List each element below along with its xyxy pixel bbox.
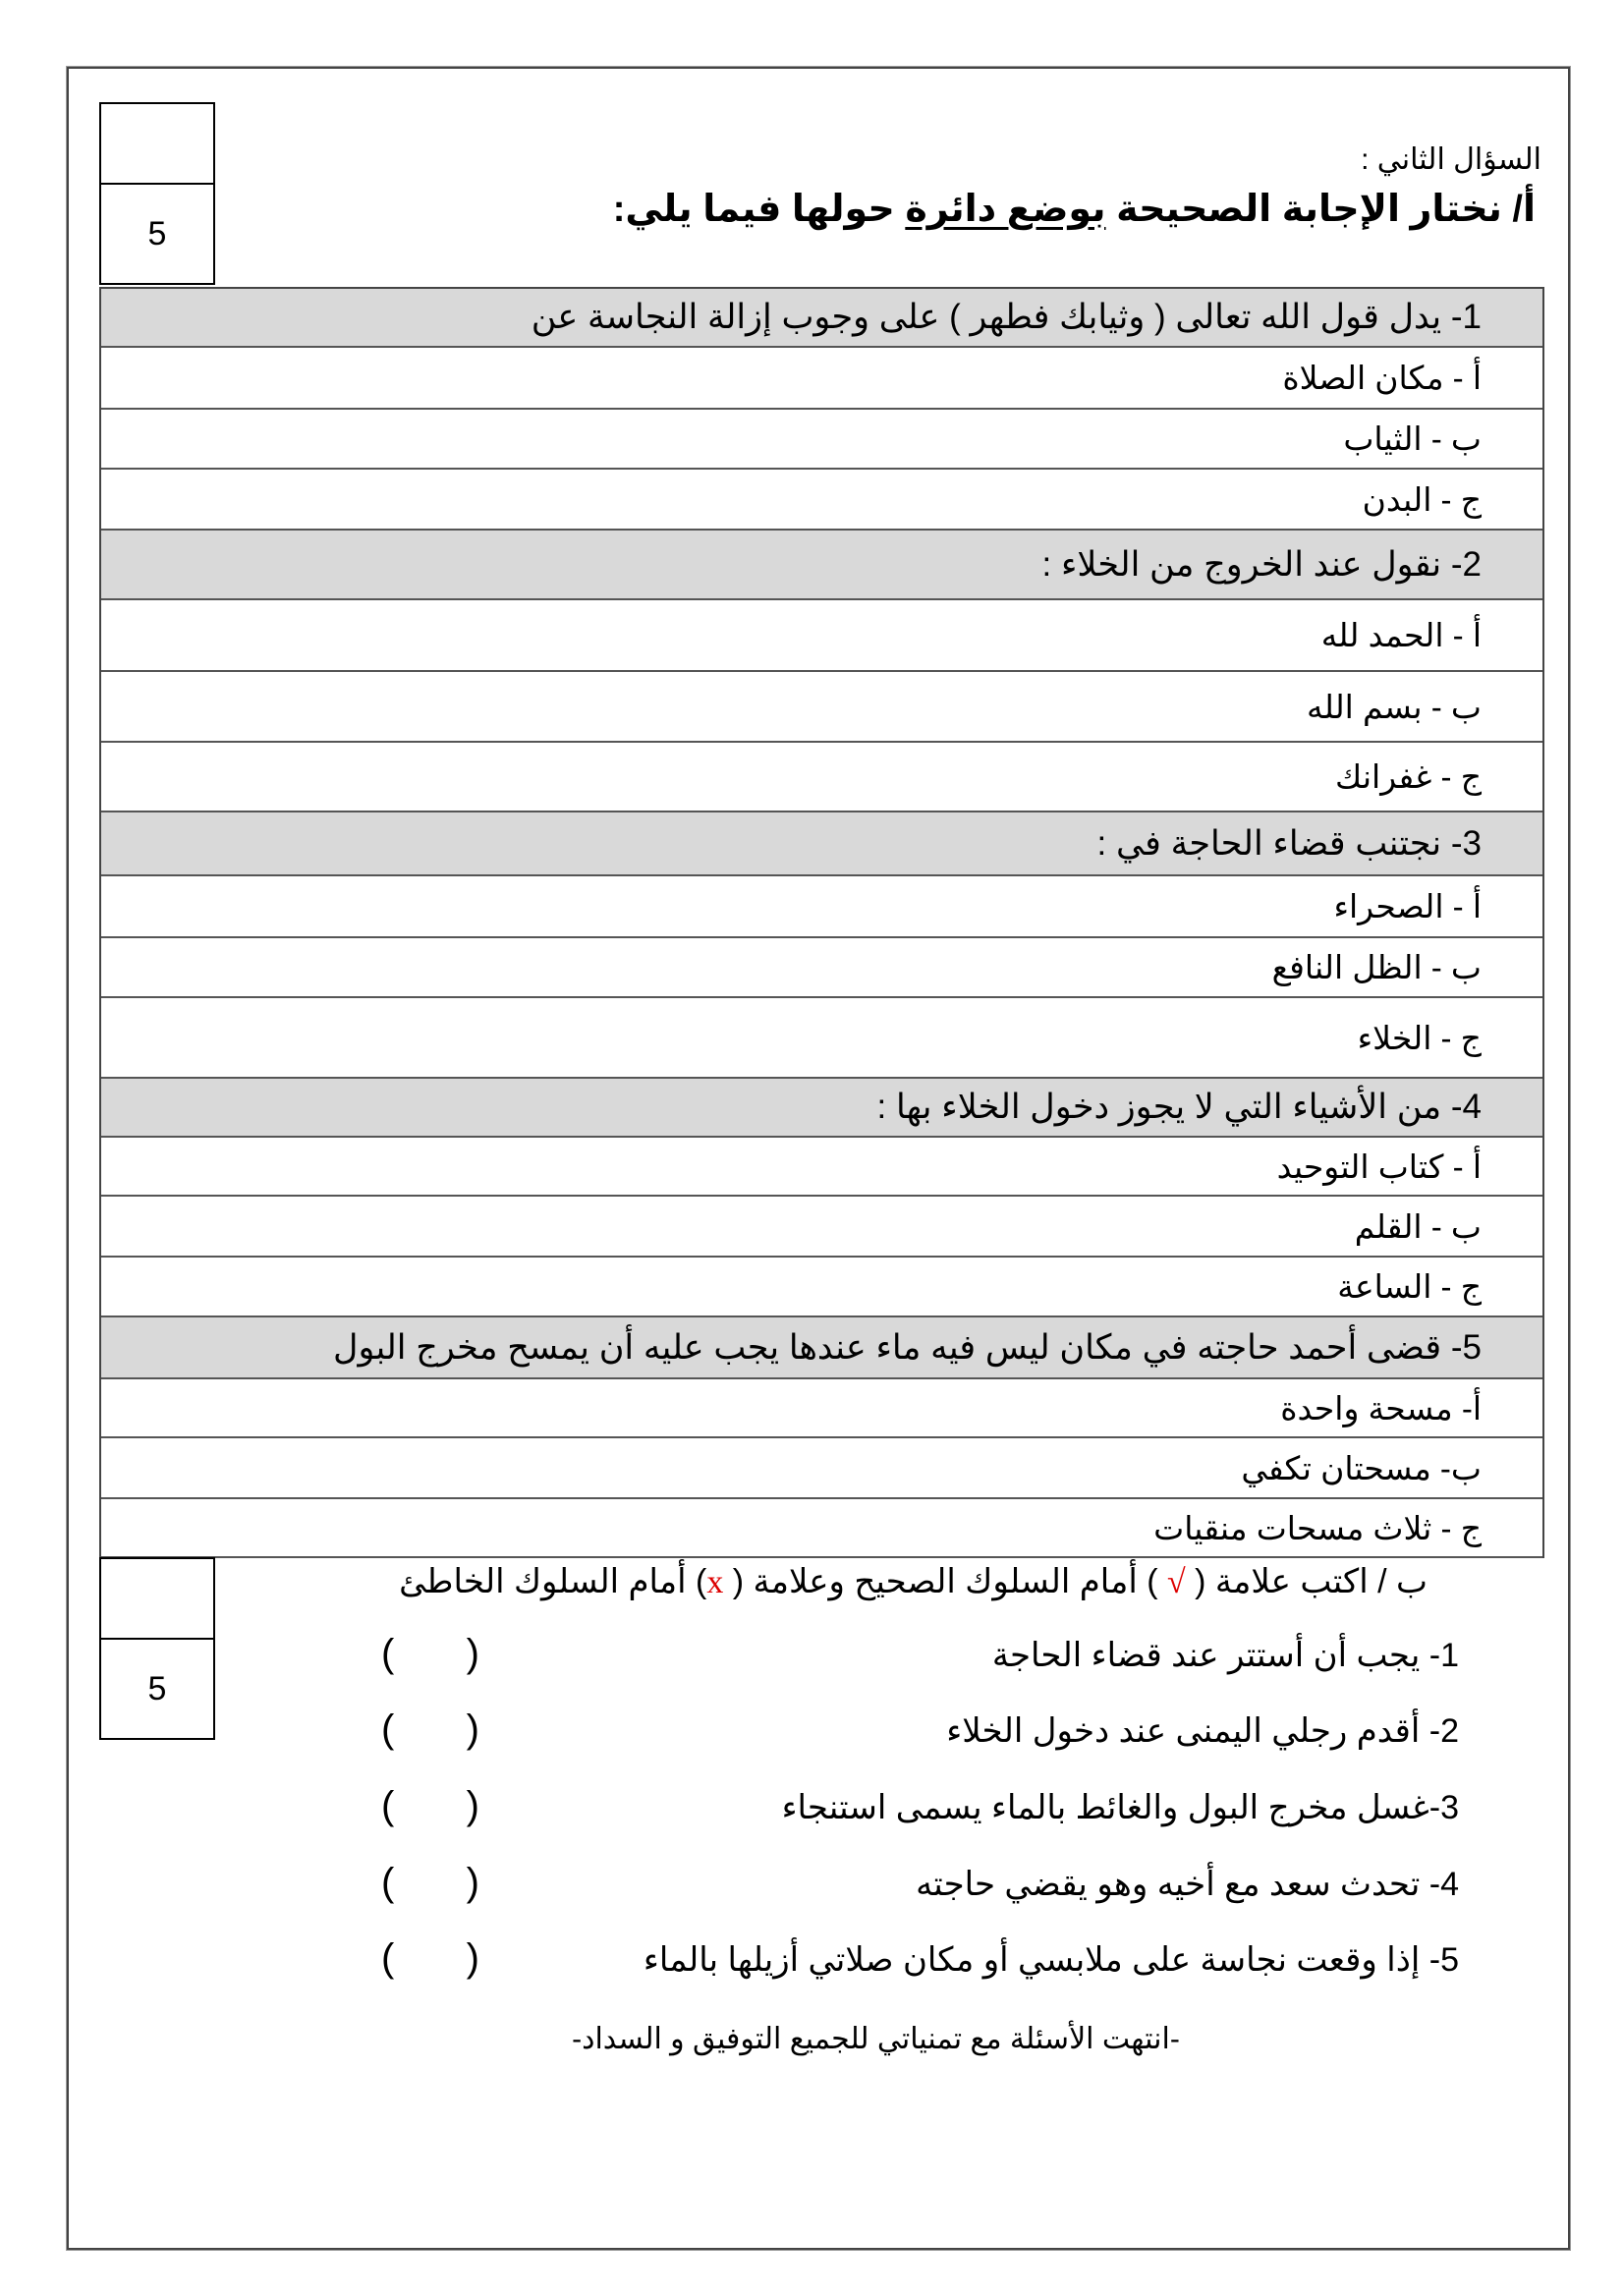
answer-blank[interactable] [381,1784,479,1828]
section-heading: السؤال الثاني : [1361,143,1541,176]
question-row: 5- قضى أحمد حاجته في مكان ليس فيه ماء عندها يجب عليه أن يمسح مخرج البول [101,1317,1542,1379]
paren-open: ( [381,1632,395,1675]
option-row[interactable]: أ - كتاب التوحيد [101,1138,1542,1197]
instr-text: ) أمام السلوك الخاطئ [399,1563,707,1600]
question-row: 4- من الأشياء التي لا يجوز دخول الخلاء بها : [101,1079,1542,1138]
question-row: 2- نقول عند الخروج من الخلاء : [101,531,1542,600]
statement-item: 5- إذا وقعت نجاسة على ملابسي أو مكان صلاتي أزيلها بالماء [643,1941,1459,1979]
score-box-part-b [99,1557,215,1740]
option-row[interactable]: أ - مكان الصلاة [101,348,1542,410]
paren-open: ( [381,1861,395,1904]
paren-close: ) [466,1861,479,1904]
answer-blank[interactable] [381,1632,479,1676]
closing-note: -انتهت الأسئلة مع تمنياتي للجميع التوفيق و السداد- [572,2023,1180,2055]
title-underlined: بوضع دائرة [905,189,1106,230]
mcq-table [99,287,1544,1558]
score-box-part-a [99,102,215,285]
question-row: 3- نجتنب قضاء الحاجة في : [101,812,1542,876]
answer-blank[interactable] [381,1936,479,1981]
option-row[interactable]: ج - ثلاث مسحات منقيات [101,1499,1542,1558]
score-total: 5 [147,1670,167,1707]
score-total: 5 [147,215,167,252]
option-row[interactable]: ب- مسحتان تكفي [101,1438,1542,1499]
statement-item: 1- يجب أن أستتر عند قضاء الحاجة [991,1637,1459,1674]
option-row[interactable]: ب - الظل النافع [101,938,1542,998]
paren-close: ) [466,1936,479,1980]
statement-item: 4- تحدث سعد مع أخيه وهو يقضي حاجته [916,1866,1459,1903]
cross-mark-icon: x [706,1564,724,1600]
statement-item: 3-غسل مخرج البول والغائط بالماء يسمى استنجاء [781,1789,1459,1826]
option-row[interactable]: أ - الحمد لله [101,600,1542,672]
title-text: أ/ نختار الإجابة الصحيحة [1105,189,1536,230]
option-row[interactable]: أ- مسحة واحدة [101,1379,1542,1438]
option-row[interactable]: ج - غفرانك [101,743,1542,812]
paren-open: ( [381,1784,395,1827]
score-blank-cell[interactable] [101,104,213,185]
option-row[interactable]: ب - الثياب [101,410,1542,470]
part-a-title [613,187,1536,231]
option-row[interactable]: ج - البدن [101,470,1542,531]
question-row: 1- يدل قول الله تعالى ( وثيابك فطهر ) على وجوب إزالة النجاسة عن [101,289,1542,348]
title-text-end: حولها فيما يلي: [612,189,906,230]
paren-open: ( [381,1936,395,1980]
option-row[interactable]: ب - القلم [101,1197,1542,1258]
score-blank-cell[interactable] [101,1559,213,1640]
answer-blank[interactable] [381,1861,479,1905]
instr-text: ) أمام السلوك الصحيح وعلامة ( [723,1563,1168,1600]
paren-close: ) [466,1632,479,1675]
option-row[interactable]: ج - الخلاء [101,998,1542,1079]
instr-text: ب / اكتب علامة ( [1185,1563,1428,1600]
statement-item: 2- أقدم رجلي اليمنى عند دخول الخلاء [946,1712,1459,1750]
option-row[interactable]: أ - الصحراء [101,876,1542,938]
option-row[interactable]: ب - بسم الله [101,672,1542,743]
answer-blank[interactable] [381,1707,479,1752]
option-row[interactable]: ج - الساعة [101,1258,1542,1317]
paren-close: ) [466,1784,479,1827]
paren-open: ( [381,1707,395,1751]
check-mark-icon: √ [1167,1564,1186,1600]
part-b-instructions [399,1562,1428,1601]
paren-close: ) [466,1707,479,1751]
